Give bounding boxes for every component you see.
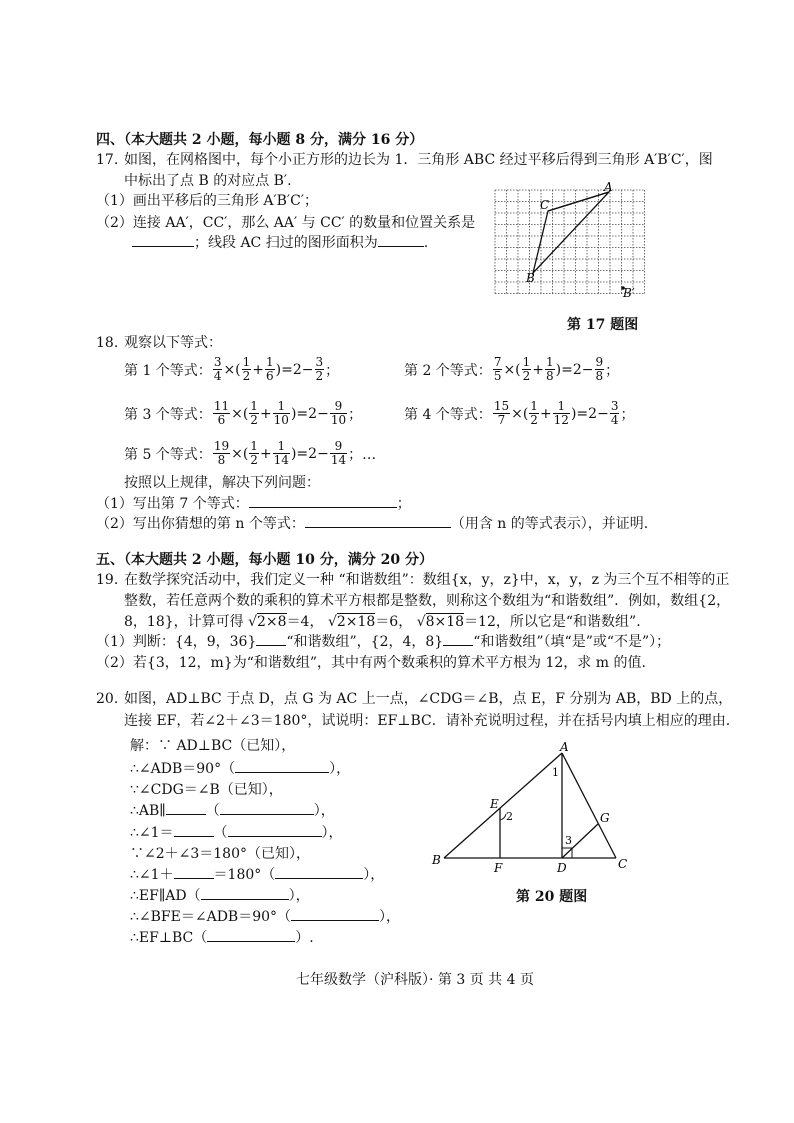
label-b: B — [432, 853, 441, 867]
answer-blank[interactable] — [378, 234, 424, 247]
proof-step-0: 解：∵ AD⊥BC（已知）， — [130, 738, 296, 754]
equation-5: 第 5 个等式： $\frac{19}{8}$ ×( $\frac{1}{2}$ + $\frac{1}{14}$ )= 2 − $\frac{9}{14}$ ；… — [124, 439, 377, 467]
sqrt-expression: √2×8 — [248, 614, 287, 630]
label-f: F — [494, 861, 503, 875]
equation-label: 第 4 个等式： — [404, 406, 492, 423]
section-4-heading: 四、（本大题共 2 小题，每小题 8 分，满分 16 分） — [96, 132, 424, 148]
answer-blank[interactable] — [235, 760, 329, 773]
label-b: B — [526, 271, 535, 285]
equation-3: 第 3 个等式： $\frac{11}{6}$ ×( $\frac{1}{2}$ + $\frac{1}{10}$ )= 2 − $\frac{9}{10}$ ； — [124, 399, 363, 427]
section-5-heading: 五、（本大题共 2 小题，每小题 10 分，满分 20 分） — [96, 552, 433, 568]
label-g: G — [600, 811, 610, 825]
equation-label: 第 3 个等式： — [124, 406, 212, 423]
equation-label: 第 1 个等式： — [124, 362, 212, 379]
period: . — [423, 235, 429, 251]
q20-number: 20. — [96, 691, 119, 707]
q20-triangle-figure — [430, 742, 640, 877]
answer-blank[interactable] — [132, 234, 194, 247]
proof-step-2: ∵∠CDG＝∠B（已知）， — [130, 782, 283, 798]
answer-blank[interactable] — [256, 633, 286, 646]
q19-part1: （1）判断：{4，9，36} “和谐数组”，{2，4，8} “和谐数组”（填“是”或“不是”）； — [96, 634, 671, 650]
q19-number: 19. — [96, 572, 119, 588]
proof-step-9: ∴EF⊥BC（ ）. — [130, 930, 314, 946]
proof-step-4: ∴∠1＝ （ ）， — [130, 825, 343, 841]
answer-blank[interactable] — [174, 824, 214, 837]
q19-line3: 8，18}，计算可得 √2×8＝4， √2×18＝6， √8×18＝12，所以它是“和谐数组”. — [124, 614, 641, 630]
answer-blank[interactable] — [228, 824, 322, 837]
angle-3-label: 3 — [565, 834, 572, 847]
q20-line1: 如图，AD⊥BC 于点 D，点 G 为 AC 上一点，∠CDG＝∠B，点 E，F 分别为 AB，BD 上的点， — [124, 691, 733, 707]
q19-part2: （2）若{3，12，m}为“和谐数组”，其中有两个数乘积的算术平方根为 12，求 m 的值. — [96, 655, 646, 671]
q18-part2-label: （2）写出你猜想的第 n 个等式： — [96, 516, 305, 532]
label-b-prime: B′ — [623, 286, 635, 300]
answer-blank[interactable] — [249, 495, 397, 508]
answer-blank[interactable] — [291, 908, 379, 921]
label-a: A — [604, 180, 613, 194]
answer-blank[interactable] — [443, 633, 473, 646]
answer-blank[interactable] — [305, 515, 451, 528]
q18-number: 18. — [96, 335, 119, 351]
q17-part2b: ；线段 AC 扫过的图形面积为 — [194, 235, 378, 251]
answer-blank[interactable] — [275, 866, 363, 879]
q17-grid-figure — [490, 180, 650, 305]
label-e: E — [490, 797, 499, 811]
label-c: C — [540, 198, 550, 212]
answer-blank[interactable] — [207, 929, 295, 942]
equation-1: 第 1 个等式： $\frac{3}{4}$ ×( $\frac{1}{2}$ + $\frac{1}{6}$ )= 2 − $\frac{3}{2}$ ； — [124, 355, 340, 383]
q17-number: 17. — [96, 152, 119, 168]
page-footer: 七年级数学（沪科版）· 第 3 页 共 4 页 — [296, 972, 534, 988]
q19-line2: 整数，若任意两个数的乘积的算术平方根都是整数，则称这个数组为“和谐数组”．例如，数组{2， — [124, 593, 731, 609]
proof-step-7: ∴EF∥AD（ ）， — [130, 888, 310, 904]
proof-step-6: ∴∠1＋ ＝180°（ ）， — [130, 867, 385, 883]
proof-step-8: ∴∠BFE＝∠ADB＝90°（ ）， — [130, 909, 401, 925]
proof-step-5: ∵∠2＋∠3＝180°（已知）， — [130, 846, 310, 862]
q17-line2: 中标出了点 B 的对应点 B′. — [124, 173, 292, 189]
answer-blank[interactable] — [166, 802, 206, 815]
proof-step-3: ∴AB∥ （ ）， — [130, 803, 335, 819]
answer-blank[interactable] — [220, 802, 314, 815]
q20-caption: 第 20 题图 — [516, 889, 588, 905]
q17-part1: （1）画出平移后的三角形 A′B′C′； — [96, 193, 319, 209]
q18-rule: 按照以上规律，解决下列问题： — [124, 475, 320, 491]
label-d: D — [557, 861, 567, 875]
angle-1-label: 1 — [552, 766, 559, 779]
q17-caption: 第 17 题图 — [567, 317, 639, 333]
q18-part1: （1）写出第 7 个等式： ； — [96, 496, 411, 512]
dotted-grid — [495, 190, 645, 294]
equation-label: 第 2 个等式： — [404, 362, 492, 379]
q20-line2: 连接 EF，若∠2＋∠3＝180°，试说明：EF⊥BC．请补充说明过程，并在括号内填上相应的理由. — [124, 713, 731, 729]
proof-step-1: ∴∠ADB＝90°（ ）， — [130, 761, 351, 777]
q17-line1: 如图，在网格图中，每个小正方形的边长为 1．三角形 ABC 经过平移后得到三角形 A′B′C′，图 — [124, 152, 713, 168]
equation-2: 第 2 个等式： $\frac{7}{5}$ ×( $\frac{1}{2}$ + $\frac{1}{8}$ )= 2 − $\frac{9}{8}$ ； — [404, 355, 620, 383]
equation-4: 第 4 个等式： $\frac{15}{7}$ ×( $\frac{1}{2}$ + $\frac{1}{12}$ )= 2 − $\frac{3}{4}$ ； — [404, 399, 635, 427]
sqrt-expression: √8×18 — [416, 614, 465, 630]
q18-part1-label: （1）写出第 7 个等式： — [96, 496, 249, 512]
label-a: A — [560, 742, 569, 754]
angle-2-label: 2 — [506, 810, 513, 823]
q18-intro: 观察以下等式： — [124, 335, 222, 351]
q17-line3 — [132, 234, 428, 252]
q18-part2: （2）写出你猜想的第 n 个等式： （用含 n 的等式表示），并证明. — [96, 516, 649, 532]
q17-part2a: （2）连接 AA′，CC′，那么 AA′ 与 CC′ 的数量和位置关系是 — [96, 215, 476, 231]
answer-blank[interactable] — [174, 866, 214, 879]
q19-line1: 在数学探究活动中，我们定义一种 “和谐数组”：数组{x，y，z}中，x，y，z 为三个互不相等的正 — [124, 572, 730, 588]
equation-label: 第 5 个等式： — [124, 446, 212, 463]
answer-blank[interactable] — [201, 887, 289, 900]
sqrt-expression: √2×18 — [327, 614, 376, 630]
label-c: C — [618, 857, 628, 871]
